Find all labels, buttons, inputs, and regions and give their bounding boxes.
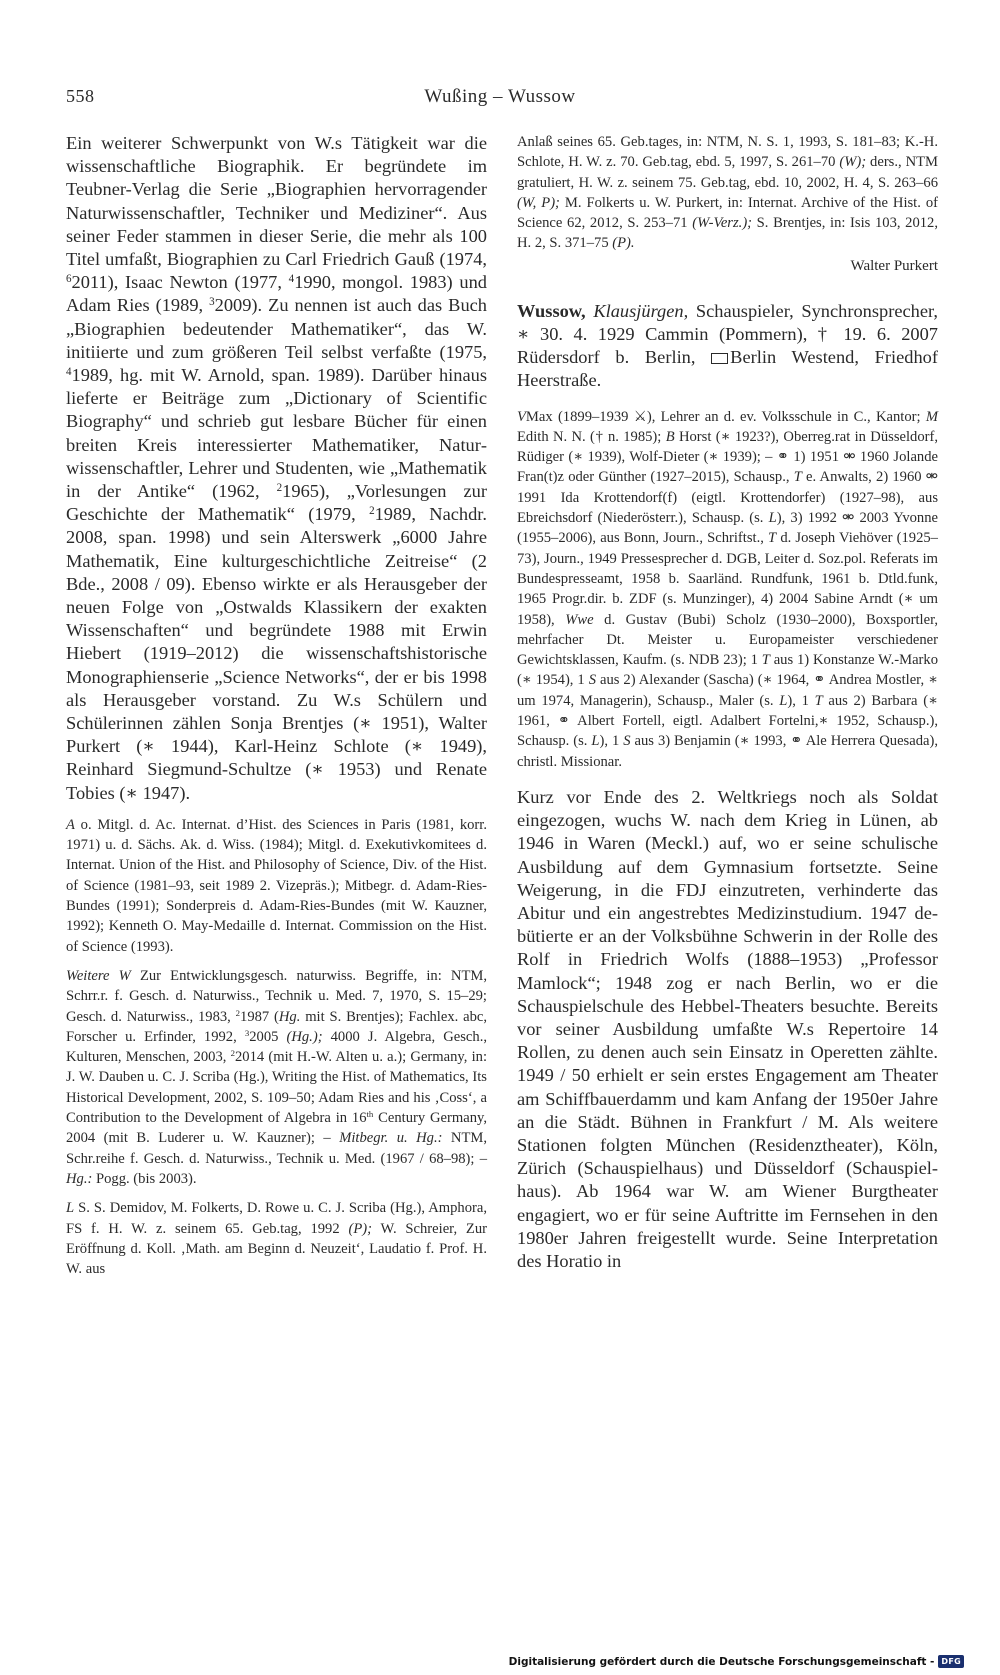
literature-label: L [66,1200,75,1217]
literature-section: L S. S. Demidov, M. Folkerts, D. Rowe u. C. J. Scriba (Hg.), Amphora, FS f. H. W. z. seinem 65. Geb.tag, 1992 (P); W. Schreier, Zur Eröffnung d. Koll. ‚Math. am Beginn d. Neuzeit‘, Laudatio f. Prof. H. W. aus [66,1200,487,1278]
literature-continued: Anlaß seines 65. Geb.tages, in: NTM, N. S. 1, 1993, S. 181–83; K.-H. Schlote, H. W. z. 70. Geb.tag, ebd. 5, 1997, S. 261–70 (W); ders., NTM gratuliert, H. W. z. seinem 75. Geb.tag, ebd. 10, 2002, H. 4, S. 263–66 (W, P); M. Folkerts u. W. Purkert, in: Internat. Archive of the Hist. of Science 62, 2012, S. 253–71 (W-Verz.); S. Brentjes, in: Isis 103, 2012, H. 2, S. 371–75 (P). [517,134,938,252]
biography-text: Kurz vor Ende des 2. Weltkriegs noch als Soldat eingezogen, wuchs W. nach dem Krieg in Lünen, ab 1946 in Waren (Meckl.) auf, wo er seine schulische Ausbildung auf dem Gymnasium fortsetzte. Seine Weigerung, in die FDJ einzutreten, verhinderte das Abitur und ein angestrebtes Medizinstudium. 1947 debütierte er an der Volksbühne Schwerin in der Rolle des Rolf in Friedrich Wolfs (1888–1953) „Professor Mamlock“; 1948 zog er nach Berlin, wo er die Schauspielschule des Hebbel-Theaters besuchte. Bereits vor seiner Ausbildung umfaßte W.s Repertoire 14 Rollen, zu denen auch sein Einsatz in Operetten zählte. 1949 / 50 erhielt er sein erstes Engagement am Theater am Schiffbauerdamm und kam Anfang der 1950er Jahre an die Städt. Bühnen in Frankfurt / M. Als weitere Stationen folgten München (Residenztheater), Köln, Zürich (Schauspielhaus) und Düsseldorf (Schauspielhaus). Ab 1964 war W. am Wiener Burgtheater engagiert, wo er für seine Auftritte im Fernsehen in den 1980er Jahren freigestellt wurde. Seine Interpretation des Horatio in [517,786,938,1271]
grave-icon [711,353,728,364]
footer-credit: Digitalisierung gefördert durch die Deutsche Forschungsgemeinschaft - [508,1655,935,1668]
works-section: Weitere W Zur Entwicklungsgesch. naturwiss. Begriffe, in: NTM, Schrr.r. f. Gesch. d. Naturwiss., Technik u. Med. 7, 1970, S. 15–29; Gesch. d. Naturwiss., 1983, $^2$1987 (Hg. mit S. Brentjes); Fachlex. abc, Forscher u. Erfinder, 1992, $^3$2005 (Hg.); 4000 J. Algebra, Gesch., Kulturen, Menschen, 2003, $^2$2014 (mit H.-W. Alten u. a.); Germany, in: J. W. Dauben u. C. J. Scriba (Hg.), Writing the Hist. of Mathematics, Its Historical Development, 2002, S. 109–50; Adam Ries and his ‚Coss‘, a Contribution to the Development of Algebra in 16th Century Germany, 2004 (mit B. Luderer u. W. Kauzner); – Mitbegr. u. Hg.: NTM, Schr.reihe f. Gesch. d. Naturwiss., Technik u. Med. (1967 / 68–98); – Hg.: Pogg. (bis 2003). [66,967,488,1187]
entry-surname: Wussow, [517,300,586,321]
right-column [517,132,938,1273]
works-label: Weitere W [66,967,131,984]
dfg-logo: DFG [938,1655,964,1668]
entry-header: Wussow, Klausjürgen, Schauspieler, Synchronsprecher, ∗ 30. 4. 1929 Cammin (Pommern), † 19. 6. 2007 Rüdersdorf b. Berlin, Berlin Westend, Friedhof Heerstraße. [517,300,938,391]
author-signature: Walter Purkert [850,257,938,274]
left-column [66,132,487,1279]
family-section: VMax (1899–1939 ⚔), Lehrer an d. ev. Volksschule in C., Kantor; M Edith N. N. († n. 1985); B Horst (∗ 1923?), Oberreg.rat in Düsseldorf, Rüdiger (∗ 1939), Wolf-Dieter (∗ 1939); – ⚭ 1) 1951 ⚮ 1960 Jolande Fran(t)z oder Günther (1927–2015), Schausp., T e. Anwalts, 2) 1960 ⚮ 1991 Ida Krottendorf(f) (eigtl. Krottendorfer) (1927–98), aus Ebreichsdorf (Niederösterr.), Schausp. (s. L), 3) 1992 ⚮ 2003 Yvonne (1955–2006), aus Bonn, Journ., Schriftst., T d. Joseph Viehöver (1925–73), Journ., 1949 Pressesprecher d. DGB, Leiter d. Soz.pol. Referats im Bundespresseamt, 1958 b. Saarländ. Rundfunk, 1961 b. Dtld.funk, 1965 Progr.dir. b. ZDF (s. Munzinger), 4) 2004 Sabine Arndt (∗ um 1958), Wwe d. Gustav (Bubi) Scholz (1930–2000), Boxsportler, mehrfacher Dt. Meister u. Europameister verschiedener Gewichtsklassen, Kaufm. (s. NDB 23); 1 T aus 1) Konstanze W.-Marko (∗ 1954), 1 S aus 2) Alexander (Sascha) (∗ 1964, ⚭ Andrea Mostler, ∗ um 1974, Managerin), Schausp., Maler (s. L), 1 T aus 2) Barbara (∗ 1961, ⚭ Albert Fortell, eigtl. Adalbert Fortelni,∗ 1952, Schausp.), Schausp. (s. L), 1 S aus 3) Benjamin (∗ 1993, ⚭ Ale Herrera Quesada), christl. Missionar. [517,408,938,770]
page-number: 558 [66,86,95,106]
running-head: Wußing – Wussow [424,86,576,107]
entry-firstname: Klausjürgen, [593,300,689,321]
biography-paragraph: Ein weiterer Schwerpunkt von W.s Tätigkeit war die wissenschaftliche Biographik. Er begründete im Teubner-Verlag die Serie „Biographien hervorragender Naturwissenschaftler, Techniker und Mediziner“. Aus seiner Feder stammen in dieser Serie, die mehr als 100 Titel umfaßt, Biographien zu Carl Friedrich Gauß (1974, $^6$2011), Isaac Newton (1977, $^4$1990, mongol. 1983) und Adam Ries (1989, $^3$2009). Zu nennen ist auch das Buch „Biographien bedeutender Mathematiker“, das W. initiierte und zum größeren Teil selbst verfaßte (1975, $^4$1989, hg. mit W. Arnold, span. 1989). Darüber hinaus lieferte er Beiträge zum „Dictionary of Scientific Biography“ und schrieb gut lesbare Bücher für einen breiten Kreis interessierter Mathematiker, Naturwissenschaftler, Lehrer und Studenten, wie „Mathematik in der Antike“ (1962, $^2$1965), „Vorlesungen zur Geschichte der Mathematik“ (1979, $^2$1989, Nachdr. 2008, span. 1998) und sein Alterswerk „6000 Jahre Mathematik, Eine kulturgeschichtliche Zeitreise“ (2 Bde., 2008 / 09). Ebenso wirkte er als Herausgeber der neuen Folge von „Ostwalds Klassikern der exakten Wissenschaften“ und begründete 1988 mit Erwin Hiebert (1919–2012) die wissenschaftshistorische Monographienserie „Science Networks“, der er bis 1998 als Herausgeber vorstand. Zu W.s Schülern und Schülerinnen zählen Sonja Brentjes (∗ 1951), Walter Purkert (∗ 1944), Karl-Heinz Schlote (∗ 1949), Reinhard Siegmund-Schultze (∗ 1953) und Renate Tobies (∗ 1947). [66,133,487,803]
digitization-footer [509,1655,964,1668]
awards-label: A [66,816,75,833]
awards-section: A o. Mitgl. d. Ac. Internat. d’Hist. des Sciences in Paris (1981, korr. 1971) u. d. Sächs. Ak. d. Wiss. (1984); Mitgl. d. Exekutivkomitees d. Internat. Union of the Hist. and Philosophy of Science, Div. of the Hist. of Science (1981–93, seit 1989 2. Vizepräs.); Mitbegr. d. Adam-Ries-Bundes (1991); Sonderpreis d. Adam-Ries-Bundes (mit W. Kauzner, 1992); Kenneth O. May-Medaille d. Internat. Commission on the Hist. of Science (1993). [66,816,487,955]
